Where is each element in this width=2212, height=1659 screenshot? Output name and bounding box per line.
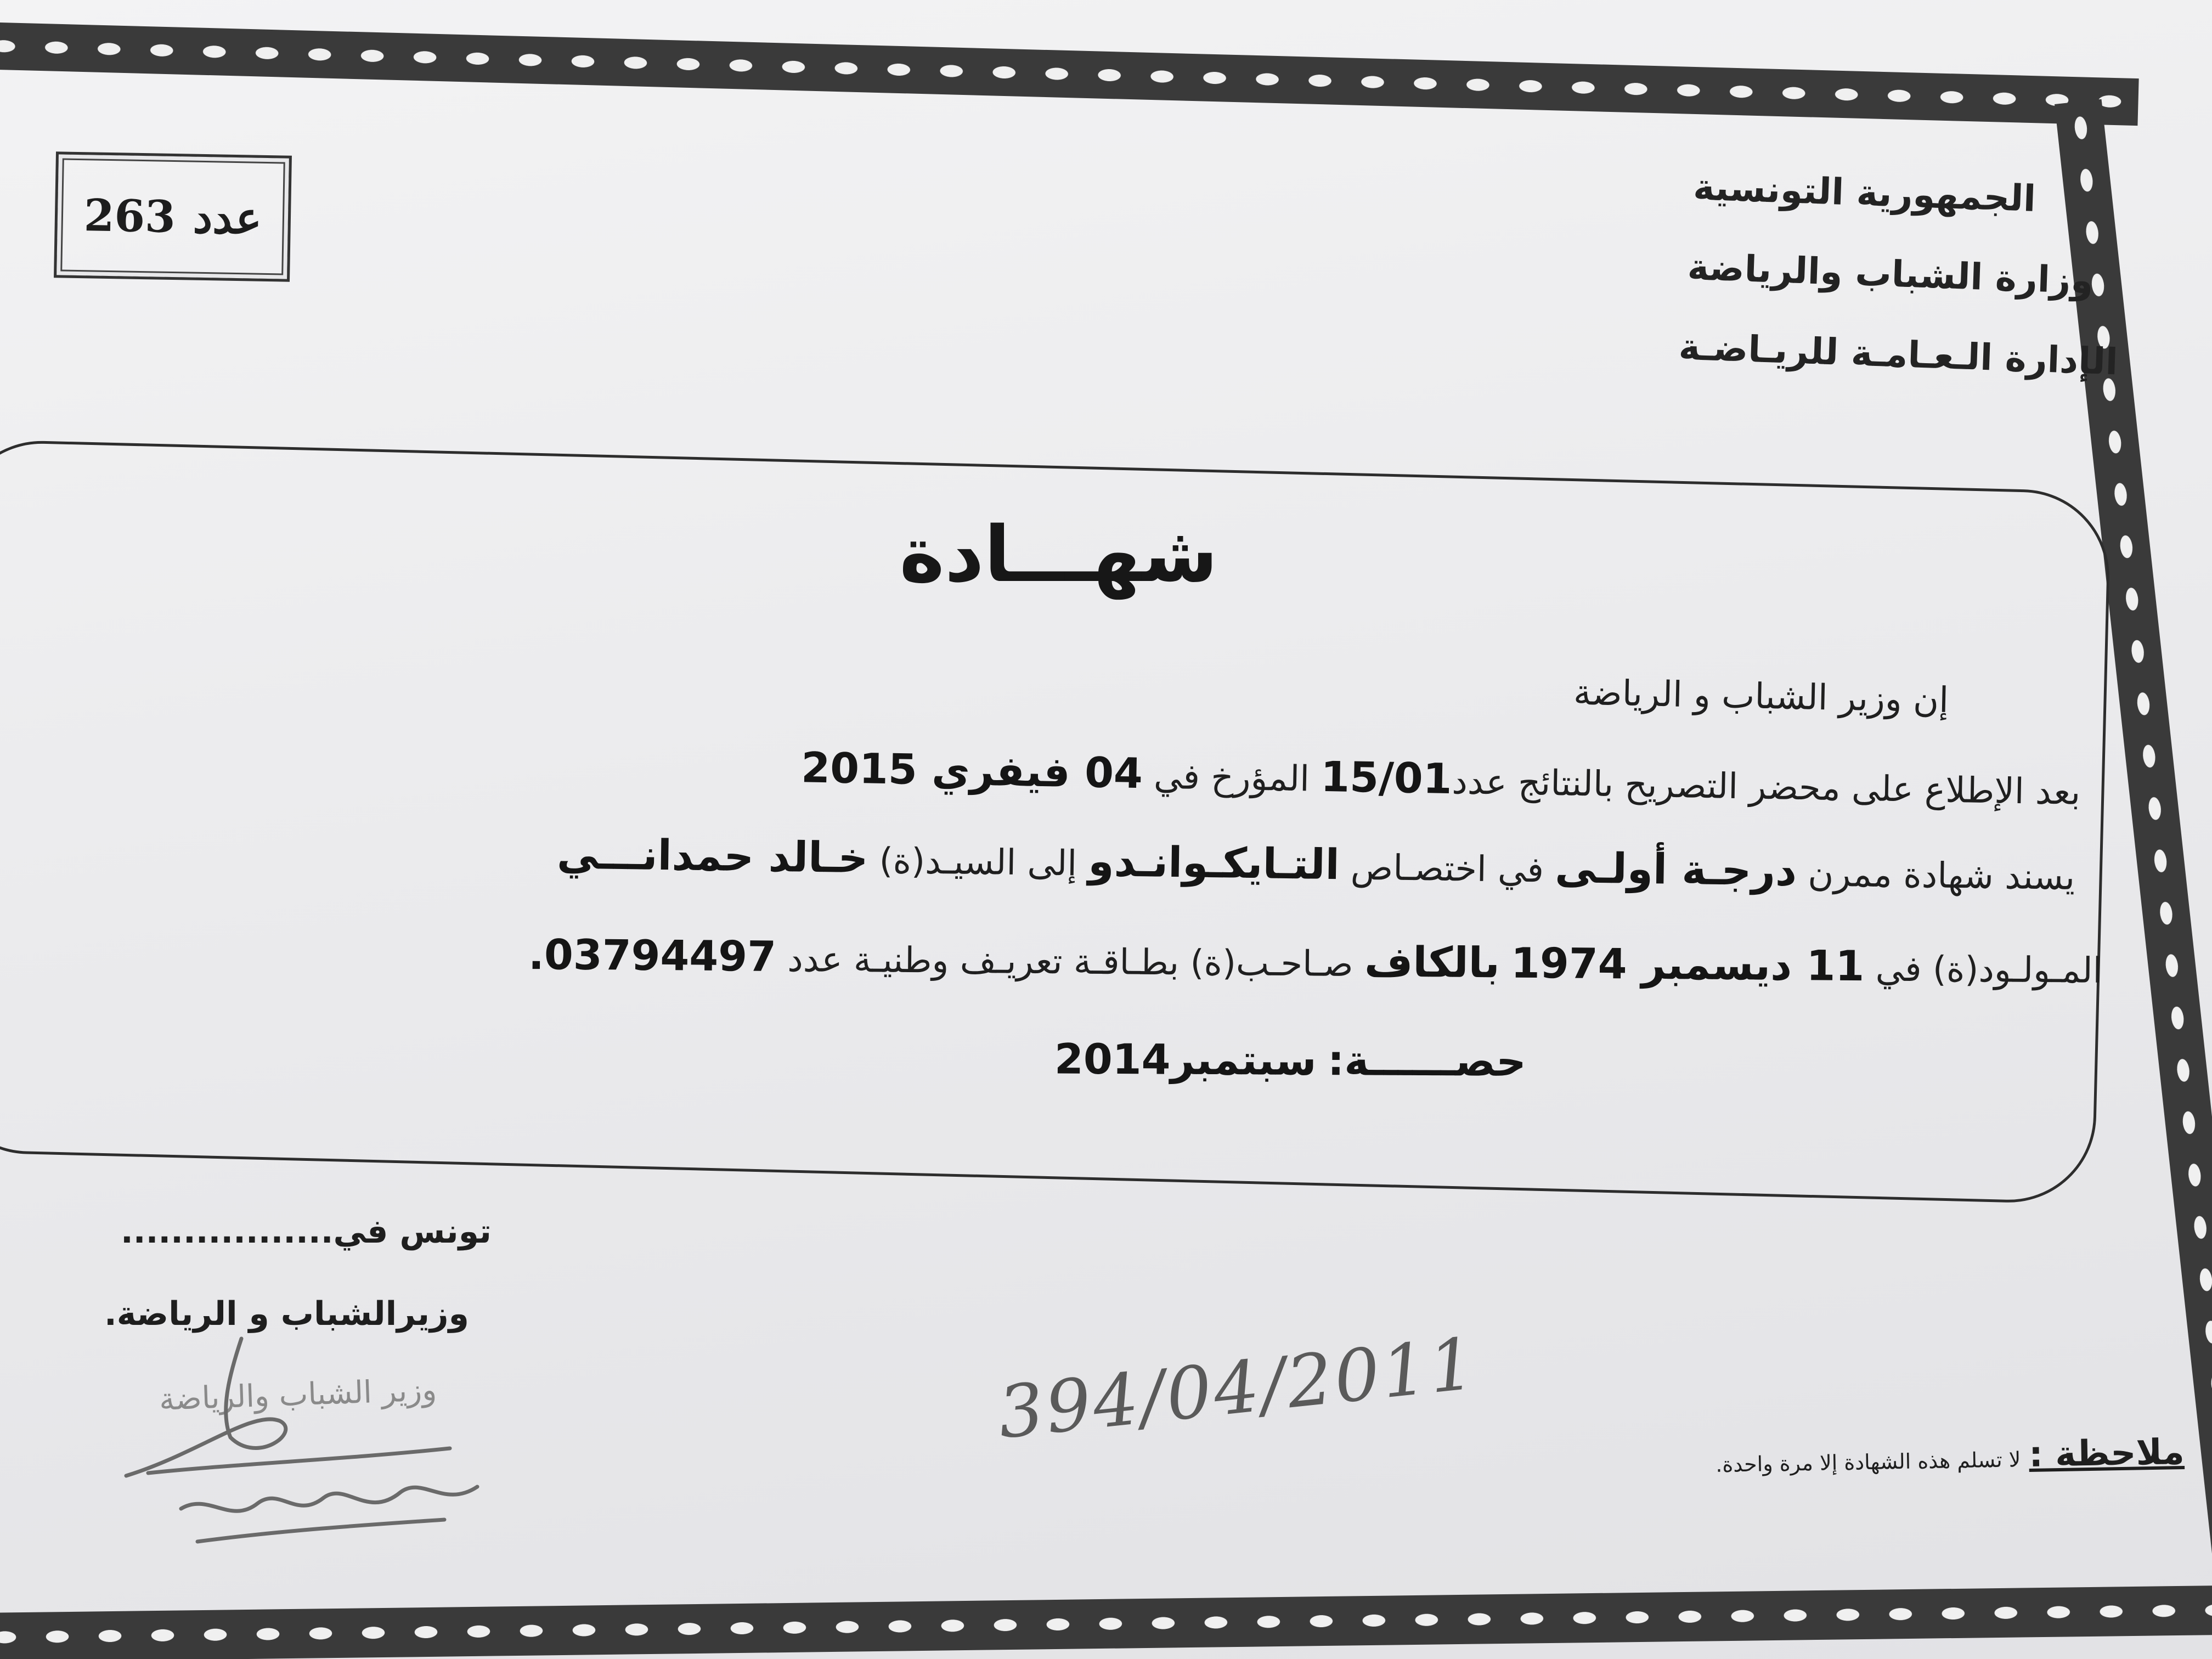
report-date: 04 فيفري 2015 — [800, 743, 1143, 798]
header-republic: الجمهورية التونسية — [1692, 166, 2037, 220]
award-degree: درجـة أولـى — [1554, 843, 1797, 895]
number-label: عدد — [193, 191, 262, 244]
certificate-title: شهـــادة — [899, 510, 1218, 600]
id-prefix: صـاحـب(ة) بطـاقـة تعريـف وطنيـة عدد — [787, 939, 1353, 985]
certificate-number-box — [54, 151, 292, 281]
birth-date: 11 ديسمبر 1974 — [1510, 938, 1865, 991]
signatory-title: وزيرالشباب و الرياضة. — [104, 1295, 469, 1333]
handwritten-signature — [115, 1328, 565, 1558]
certificate-line-session — [1054, 1034, 1526, 1086]
award-middle2: إلى السيـد(ة) — [879, 840, 1077, 884]
certificate-intro: إن وزير الشباب و الرياضة — [1573, 672, 1949, 721]
note-text: لا تسلم هذه الشهادة إلا مرة واحدة. — [1716, 1447, 2022, 1477]
award-prefix: يسند شهادة ممرن — [1807, 854, 2075, 898]
report-prefix: بعد الإطلاع على محضر التصريح بالنتائج عدد — [1451, 761, 2081, 813]
decorative-border-bottom — [0, 1585, 2212, 1659]
id-number: 03794497. — [528, 929, 777, 981]
handwritten-reference: 394/04/2011 — [994, 1321, 1481, 1455]
signature-place-date: تونس في................. — [121, 1212, 492, 1251]
recipient-name: خـالد حمدانـــي — [556, 829, 868, 883]
header-ministry: وزارة الشباب والرياضة — [1686, 245, 2095, 302]
birth-prefix: المـولـود(ة) في — [1875, 949, 2103, 991]
header-department: الإدارة الـعـامـة للريـاضـة — [1678, 325, 2119, 383]
note-label: ملاحظة : — [2029, 1432, 2185, 1475]
footer-note — [1716, 1432, 2185, 1481]
award-specialty: التـايكـوانـدو — [1087, 836, 1340, 889]
session-label: حصــــــة: — [1327, 1036, 1527, 1086]
stamp-text: وزير الشباب والرياضة — [159, 1372, 438, 1418]
report-dated-label: المؤرخ في — [1153, 756, 1310, 800]
issuer-header — [1677, 166, 2119, 421]
session-value: سبتمبر2014 — [1054, 1034, 1317, 1085]
birth-place: بالكاف — [1364, 937, 1500, 988]
decorative-border-top — [0, 22, 2139, 126]
award-middle1: في اختصـاص — [1350, 847, 1544, 891]
number-value: 263 — [83, 189, 176, 243]
report-number: 15/01 — [1320, 752, 1453, 803]
